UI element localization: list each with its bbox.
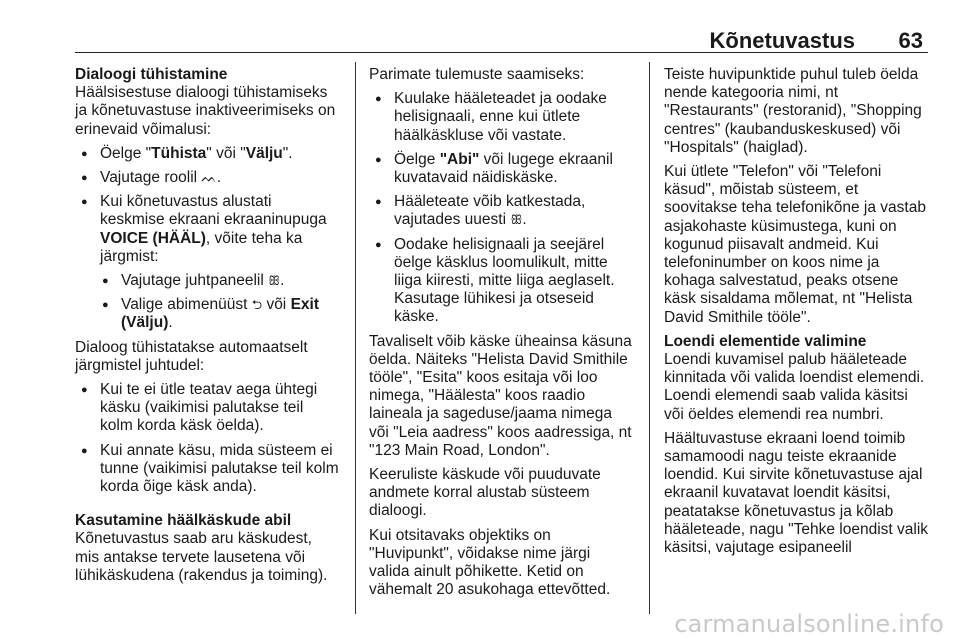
paragraph: Dialoog tühistatakse automaatselt järgmistel juhtudel: xyxy=(75,338,308,374)
page-title: Kõnetuvastus xyxy=(709,28,855,53)
list-item: ● Kui kõnetuvastus alustati keskmise ekraani ekraaninupuga VOICE (HÄÄL), võite teha ka järgmist: xyxy=(75,193,340,266)
paragraph: Kui otsitavaks objektiks on "Huvipunkt", võidakse nime järgi valida ainult põhikette. Ketid on vähemalt 20 asukohaga ettevõtted. xyxy=(369,526,611,599)
paragraph: Tavaliselt võib käske üheainsa käsuna öelda. Näiteks "Helista David Smithile tööle", "Esita" koos esitaja või loo nimega, "Häälesta" koos raadio laineala ja sageduse/jaama nimega või "Leia aadress" koos aadressiga, nt "123 Main Road, London". xyxy=(369,332,632,459)
column-3 xyxy=(664,66,929,563)
page-header xyxy=(75,26,925,52)
back-arrow-icon: ⮌ xyxy=(251,297,263,313)
paragraph: Parimate tulemuste saamiseks: xyxy=(369,66,585,83)
list-item: ● Öelge "Tühista" või "Välju". xyxy=(75,145,340,163)
column-2 xyxy=(369,66,634,605)
heading-list-selection: Loendi elementide valimine xyxy=(664,332,867,350)
voice-prompt-icon: ꕥ xyxy=(510,212,523,228)
heading-cancel-dialog: Dialoogi tühistamine xyxy=(75,66,228,83)
list-item: ● Oodake helisignaali ja seejärel öelge käsklus loomulikult, mitte liiga kiiresti, mitte liiga aeglaselt. Kasutage lühikesi ja otseseid käske. xyxy=(369,236,634,327)
page-number: 63 xyxy=(898,28,923,53)
voice-button-icon: ꕥ xyxy=(268,273,281,289)
heading-voice-commands: Kasutamine häälkäskude abil xyxy=(75,512,292,530)
list-item: ● Öelge "Abi" või lugege ekraanil kuvatavaid näidiskäske. xyxy=(369,151,634,187)
paragraph: Häälsisestuse dialoogi tühistamiseks ja kõnetuvastuse inaktiveerimiseks on erinevaid võimalusi: xyxy=(75,84,336,138)
column-divider-1 xyxy=(355,62,356,614)
paragraph: Kõnetuvastus saab aru käskudest, mis antakse tervete lausetena või lühikäskudena (rakendus ja toiming). xyxy=(75,530,328,584)
watermark: carmanualsonline.info xyxy=(674,610,944,638)
list-item: ● Kui te ei ütle teatav aega ühtegi käsku (vaikimisi palutakse teil kolm korda käsk öelda). xyxy=(75,381,340,436)
list-item: ● Kuulake hääleteadet ja oodake helisignaali, enne kui ütlete häälkäskluse või vastate. xyxy=(369,90,634,145)
header-rule xyxy=(75,52,928,53)
column-divider-2 xyxy=(649,62,650,614)
bullet-list xyxy=(369,90,634,326)
paragraph: Häältuvastuse ekraani loend toimib samamoodi nagu teiste ekraanide loendid. Kui sirvite kõnetuvastuse ajal ekraanil kuvatavat loendit käsitsi, peatatakse kõnetuvastus ja kõlab hääleteade, nagu "Tehke loendist valik käsitsi, vajutage esipaneelil xyxy=(664,429,929,557)
column-1 xyxy=(75,66,340,591)
list-item: ● Vajutage juhtpaneelil ꕥ. xyxy=(96,272,340,290)
paragraph: Keeruliste käskude või puuduvate andmete korral alustab süsteem dialoogi. xyxy=(369,466,601,520)
paragraph: Kui ütlete "Telefon" või "Telefoni käsud", mõistab süsteem, et soovitakse teha telefonikõne ja vastab asjakohaste küsimustega, kuni on kogunud piisavalt andmeid. Kui telefoninumber on koos nime ja kohaga salvestatud, peaks otsene käsk sisaldama mõlemat, nt "Helista David Smithile tööle". xyxy=(664,163,926,326)
bullet-list xyxy=(75,381,340,496)
list-item: ● Vajutage roolil ᨓ. xyxy=(75,169,340,187)
bullet-list xyxy=(75,145,340,333)
steering-voice-icon: ᨓ xyxy=(201,170,217,186)
paragraph: Teiste huvipunktide puhul tuleb öelda nende kategooria nimi, nt "Restaurants" (restoranid), "Shopping centres" (kaubanduskeskused) või "Hospitals" (haiglad). xyxy=(664,66,922,156)
paragraph: Loendi kuvamisel palub hääleteade kinnitada või valida loendist elemendi. Loendi elemendi saab valida käsitsi või öeldes elemendi rea numbri. xyxy=(664,351,925,423)
list-item: ● Hääleteate võib katkestada, vajutades uuesti ꕥ. xyxy=(369,193,634,229)
list-item: ● Kui annate käsu, mida süsteem ei tunne (vaikimisi palutakse teil kolm korda õige käsk anda). xyxy=(75,442,340,497)
list-item: ● Valige abimenüüst ⮌ või Exit (Välju). xyxy=(96,296,340,332)
